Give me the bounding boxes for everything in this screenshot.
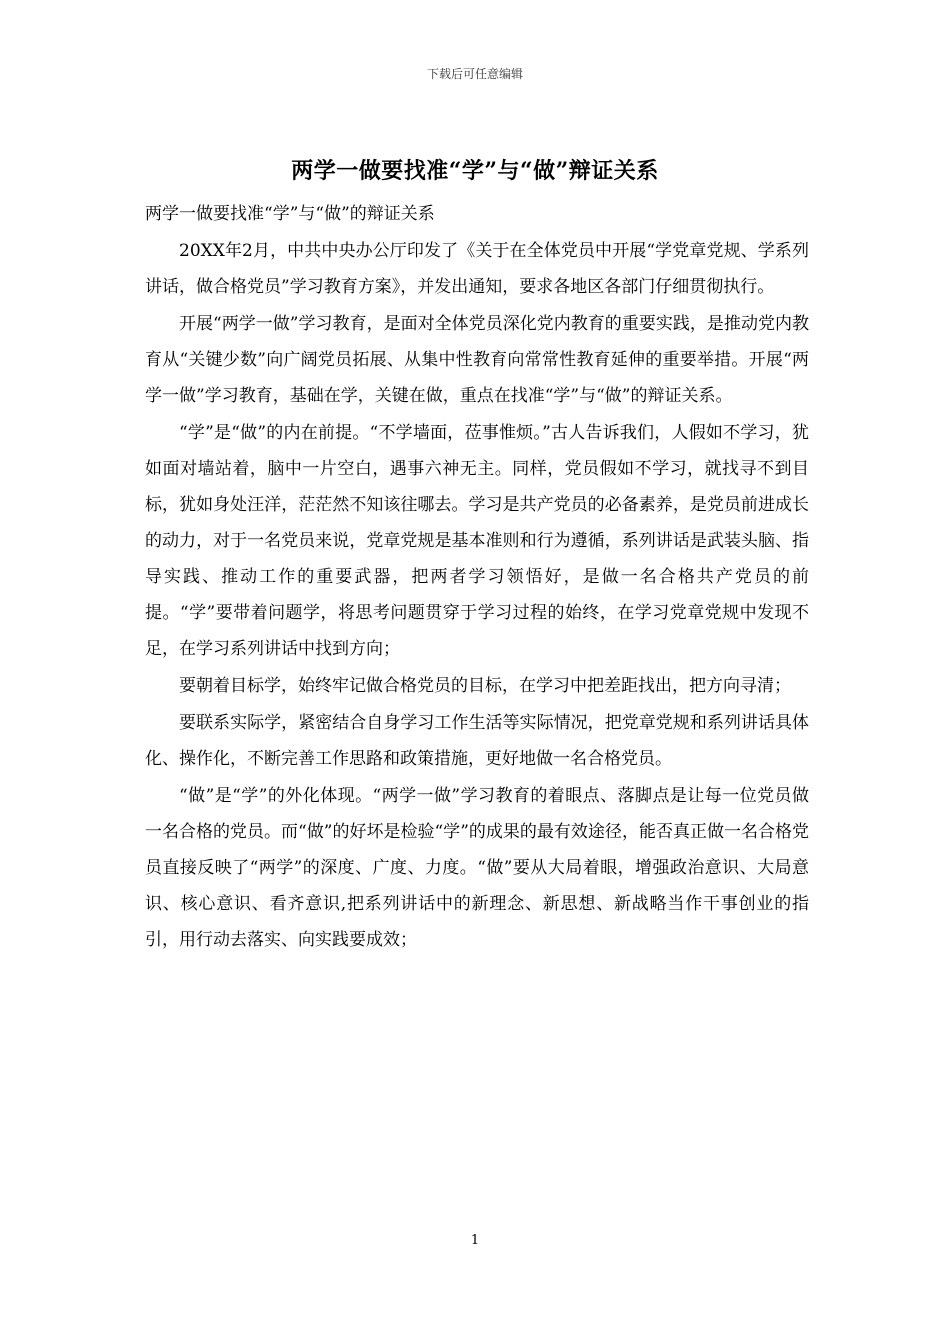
paragraph: 开展“两学一做”学习教育，是面对全体党员深化党内教育的重要实践，是推动党内教育从“关键少数”向广阔党员拓展、从集中性教育向常常性教育延伸的重要举措。开展“两学一做”学习教育，基础在学，关键在做，重点在找准“学”与“做”的辩证关系。 [145,314,809,406]
paragraph: 20XX年2月，中共中央办公厅印发了《关于在全体党员中开展“学党章党规、学系列讲话，做合格党员”学习教育方案》，并发出通知，要求各地区各部门仔细贯彻执行。 [145,241,809,297]
document-subtitle: 两学一做要找准“学”与“做”的辩证关系 [145,204,435,224]
page-header: 下载后可任意编辑 [426,67,523,81]
paragraph: 要联系实际学，紧密结合自身学习工作生活等实际情况，把党章党规和系列讲话具体化、操作化，不断完善工作思路和政策措施，更好地做一名合格党员。 [145,713,809,769]
document-title: 两学一做要找准“学”与“做”辩证关系 [291,158,659,184]
page-number: 1 [470,1233,480,1248]
paragraph: “学”是“做”的内在前提。“不学墙面，莅事惟烦。”古人告诉我们，人假如不学习，犹如面对墙站着，脑中一片空白，遇事六神无主。同样，党员假如不学习，就找寻不到目标，犹如身处汪洋，茫茫然不知该往哪去。学习是共产党员的必备素养，是党员前进成长的动力，对于一名党员来说，党章党规是基本准则和行为遵循，系列讲话是武装头脑、指导实践、推动工作的重要武器，把两者学习领悟好，是做一名合格共产党员的前提。“学”要带着问题学，将思考问题贯穿于学习过程的始终，在学习党章党规中发现不足，在学习系列讲话中找到方向； [145,423,809,659]
paragraph: 要朝着目标学，始终牢记做合格党员的目标，在学习中把差距找出，把方向寻清； [179,676,791,696]
paragraph: “做”是“学”的外化体现。“两学一做”学习教育的着眼点、落脚点是让每一位党员做一名合格的党员。而“做”的好坏是检验“学”的成果的最有效途径，能否真正做一名合格党员直接反映了“两学”的深度、广度、力度。“做”要从大局着眼，增强政治意识、大局意识、核心意识、看齐意识,把系列讲话中的新理念、新思想、新战略当作干事创业的指引，用行动去落实、向实践要成效； [145,786,809,950]
document-body [145,196,809,959]
